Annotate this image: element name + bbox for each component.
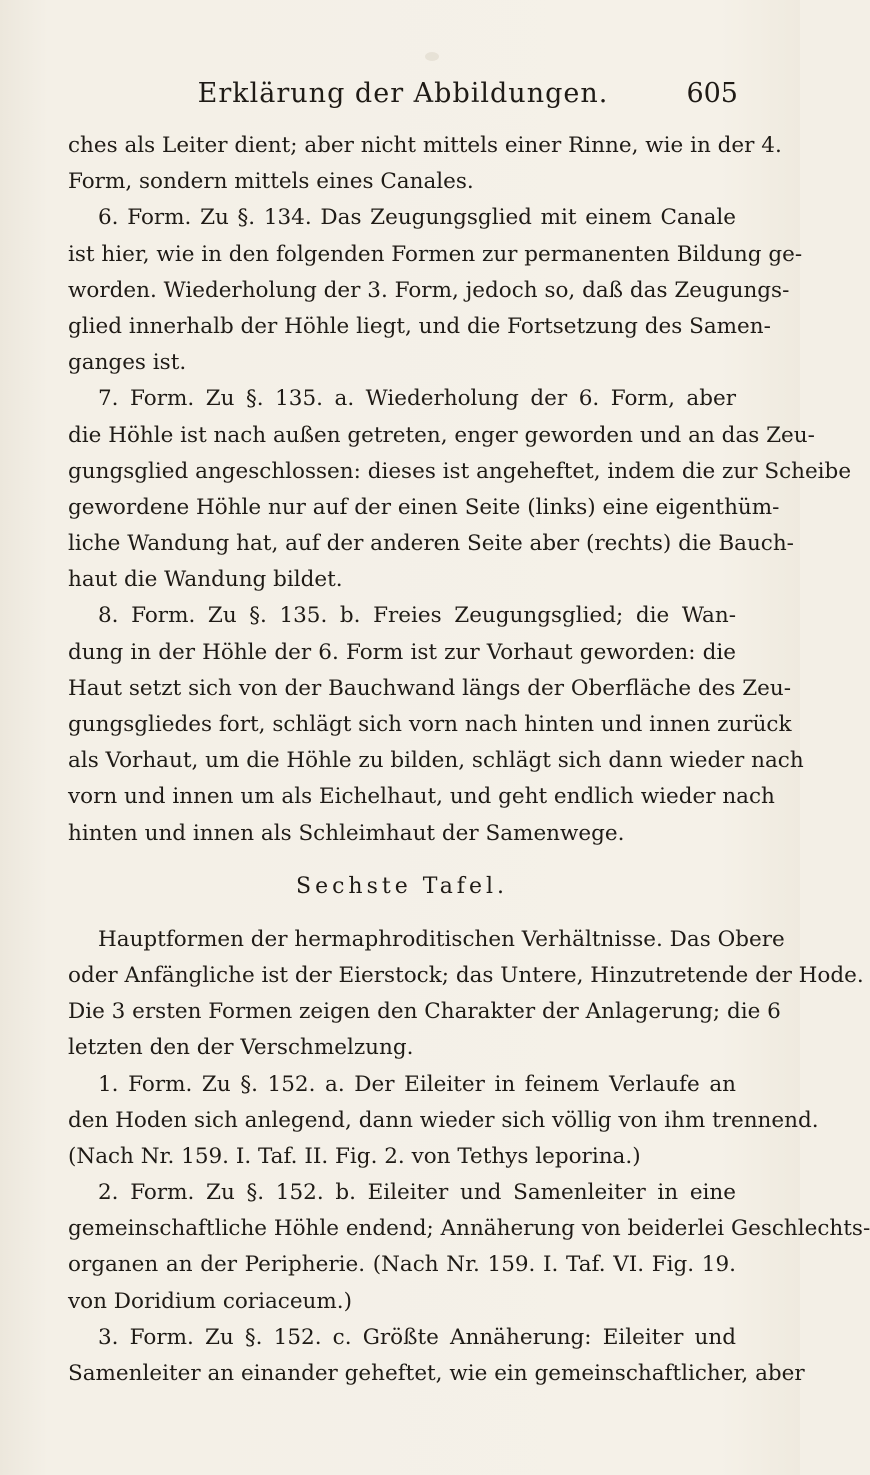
text-line: Samenleiter an einander geheftet, wie ein gemeinschaftlicher, aber — [68, 1361, 805, 1386]
text-line: ganges ist. — [68, 350, 187, 376]
text-line: 2. Form. Zu §. 152. b. Eileiter und Samenleiter in eine — [98, 1180, 736, 1206]
text-line: den Hoden sich anlegend, dann wieder sich völlig von ihm trennend. — [68, 1107, 819, 1133]
text-line: oder Anfängliche ist der Eierstock; das Untere, Hinzutretende der Hode. — [68, 962, 864, 988]
text-line: organen an der Peripherie. (Nach Nr. 159. I. Taf. VI. Fig. 19. — [68, 1252, 736, 1278]
paper-stain — [425, 52, 439, 61]
text-line: (Nach Nr. 159. I. Taf. II. Fig. 2. von Tethys leporina.) — [68, 1143, 641, 1169]
text-line: vorn und innen um als Eichelhaut, und geht endlich wieder nach — [68, 784, 775, 810]
text-line: ist hier, wie in den folgenden Formen zur permanenten Bildung ge- — [68, 241, 803, 267]
text-line: hinten und innen als Schleimhaut der Samenwege. — [68, 820, 625, 846]
text-line: worden. Wiederholung der 3. Form, jedoch so, daß das Zeugungs- — [68, 277, 790, 303]
text-line: Haut setzt sich von der Bauchwand längs der Oberfläche des Zeu- — [68, 675, 792, 701]
text-line: ches als Leiter dient; aber nicht mittels einer Rinne, wie in der 4. — [68, 133, 782, 158]
text-block-forms-continued — [68, 128, 852, 852]
text-line: gungsgliedes fort, schlägt sich vorn nach hinten und innen zurück — [68, 712, 792, 737]
text-line: 8. Form. Zu §. 135. b. Freies Zeugungsglied; die Wan- — [98, 603, 736, 629]
text-line: 7. Form. Zu §. 135. a. Wiederholung der 6. Form, aber — [98, 386, 736, 412]
text-block-sixth-plate — [68, 922, 870, 1392]
text-line: glied innerhalb der Höhle liegt, und die Fortsetzung des Samen- — [68, 313, 771, 339]
text-line: 6. Form. Zu §. 134. Das Zeugungsglied mit einem Canale — [98, 205, 736, 231]
text-line: 3. Form. Zu §. 152. c. Größte Annäherung: Eileiter und — [98, 1324, 736, 1350]
body-text — [68, 128, 870, 1392]
text-line: gewordene Höhle nur auf der einen Seite (links) eine eigenthüm- — [68, 494, 780, 520]
text-line: liche Wandung hat, auf der anderen Seite aber (rechts) die Bauch- — [68, 531, 794, 557]
running-title: Erklärung der Abbildungen. — [197, 78, 609, 109]
section-heading: Sechste Tafel. — [296, 873, 508, 899]
page-number: 605 — [686, 78, 738, 109]
text-line: gungsglied angeschlossen: dieses ist angeheftet, indem die zur Scheibe — [68, 458, 852, 484]
text-line: von Doridium coriaceum.) — [68, 1288, 352, 1314]
running-header — [68, 78, 738, 118]
text-line: Hauptformen der hermaphroditischen Verhältnisse. Das Obere — [98, 926, 785, 952]
text-line: als Vorhaut, um die Höhle zu bilden, schlägt sich dann wieder nach — [68, 748, 804, 774]
text-line: Die 3 ersten Formen zeigen den Charakter der Anlagerung; die 6 — [68, 999, 781, 1025]
text-line: dung in der Höhle der 6. Form ist zur Vorhaut geworden: die — [68, 639, 736, 665]
text-line: letzten den der Verschmelzung. — [68, 1035, 414, 1061]
text-line: haut die Wandung bildet. — [68, 567, 343, 593]
text-line: die Höhle ist nach außen getreten, enger geworden und an das Zeu- — [68, 422, 815, 448]
text-line: Form, sondern mittels eines Canales. — [68, 169, 474, 195]
text-line: 1. Form. Zu §. 152. a. Der Eileiter in feinem Verlaufe an — [98, 1071, 736, 1097]
text-line: gemeinschaftliche Höhle endend; Annäherung von beiderlei Geschlechts- — [68, 1216, 870, 1242]
